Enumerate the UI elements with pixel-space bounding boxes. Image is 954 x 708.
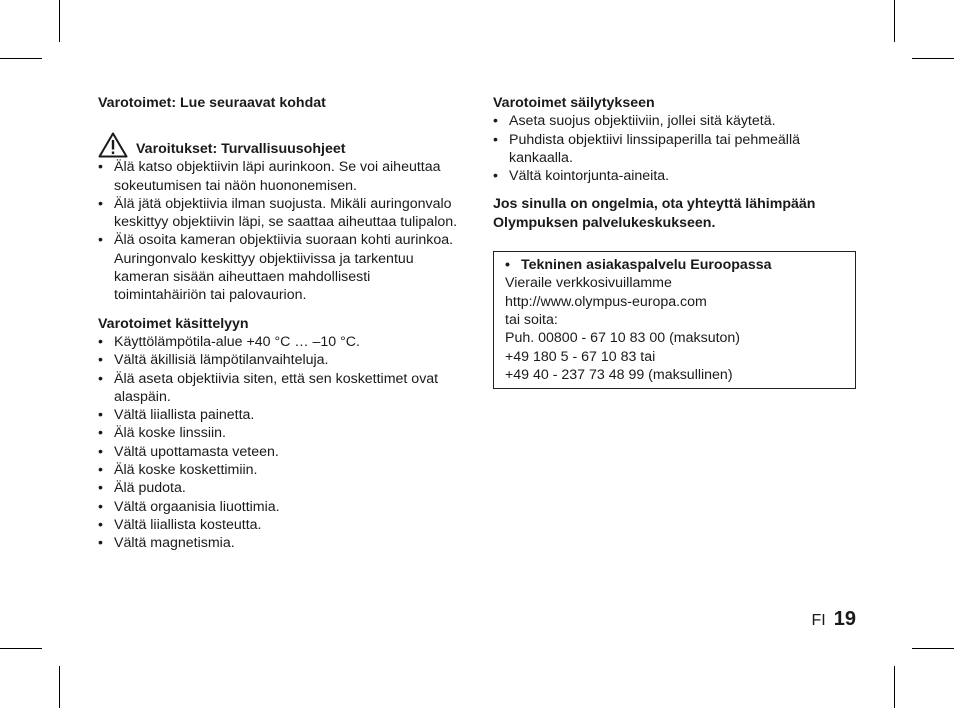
list-item: • Vältä äkillisiä lämpötilanvaihteluja.	[98, 351, 463, 369]
list-item: • Vältä kointorjunta-aineita.	[493, 167, 858, 185]
crop-mark	[912, 648, 954, 649]
contact-note: Jos sinulla on ongelmia, ota yhteyttä lähimpään Olympuksen palvelukeskukseen.	[493, 196, 816, 231]
handling-title: Varotoimet käsittelyyn	[98, 315, 249, 332]
list-item: • Älä aseta objektiivia siten, että sen koskettimet ovat alaspäin.	[98, 370, 463, 407]
warning-triangle-icon	[98, 132, 128, 158]
list-item: • Vältä upottamasta veteen.	[98, 443, 463, 461]
crop-mark	[0, 58, 42, 59]
right-column	[493, 94, 858, 389]
warning-section-title	[98, 132, 463, 158]
list-item: • Älä jätä objektiivia ilman suojusta. Mikäli auringonvalo keskittyy objektiivin läpi, se saattaa aiheuttaa tulipalon.	[98, 195, 463, 232]
intro-heading: Varotoimet: Lue seuraavat kohdat	[98, 95, 326, 111]
left-column	[98, 94, 463, 553]
list-item: • Vältä liiallista kosteutta.	[98, 516, 463, 534]
handling-list	[98, 333, 463, 553]
page-number: 19	[833, 608, 856, 630]
crop-mark	[59, 666, 60, 708]
crop-mark	[894, 666, 895, 708]
language-code: FI	[811, 612, 826, 629]
storage-title: Varotoimet säilytykseen	[493, 95, 655, 111]
support-box-title: • Tekninen asiakaspalvelu Euroopassa	[505, 256, 845, 274]
page-footer	[812, 610, 856, 630]
list-item: • Vältä orgaanisia liuottimia.	[98, 498, 463, 516]
list-item: • Älä koske koskettimiin.	[98, 461, 463, 479]
list-item: • Älä pudota.	[98, 479, 463, 497]
support-box	[493, 251, 856, 389]
crop-mark	[912, 58, 954, 59]
list-item: • Käyttölämpötila-alue +40 °C … –10 °C.	[98, 333, 463, 351]
list-item: • Älä osoita kameran objektiivia suoraan kohti aurinkoa. Auringonvalo keskittyy objektiivissa ja tarkentuu kameran sisään aiheuttaen mahdollisesti toimintahäiriön tai palovaurion.	[98, 231, 463, 304]
support-line: Vieraile verkkosivuillamme	[505, 275, 672, 292]
warning-title: Varoitukset: Turvallisuusohjeet	[136, 141, 346, 157]
list-item: • Vältä magnetismia.	[98, 534, 463, 552]
crop-mark	[59, 0, 60, 42]
warning-list	[98, 158, 463, 304]
support-website: http://www.olympus-europa.com	[505, 293, 707, 310]
support-line: tai soita:	[505, 311, 558, 328]
list-item: • Älä koske linssiin.	[98, 424, 463, 442]
support-phone: Puh. 00800 - 67 10 83 00 (maksuton)	[505, 330, 741, 347]
support-phone: +49 180 5 - 67 10 83 tai	[505, 348, 656, 365]
storage-list	[493, 112, 858, 185]
crop-mark	[0, 648, 42, 649]
list-item: • Aseta suojus objektiiviin, jollei sitä käytetä.	[493, 112, 858, 130]
list-item: • Vältä liiallista painetta.	[98, 406, 463, 424]
list-item: • Älä katso objektiivin läpi aurinkoon. Se voi aiheuttaa sokeutumisen tai näön huononemisen.	[98, 158, 463, 195]
list-item: • Puhdista objektiivi linssipaperilla tai pehmeällä kankaalla.	[493, 131, 858, 168]
support-phone: +49 40 - 237 73 48 99 (maksullinen)	[505, 366, 733, 383]
crop-mark	[894, 0, 895, 42]
